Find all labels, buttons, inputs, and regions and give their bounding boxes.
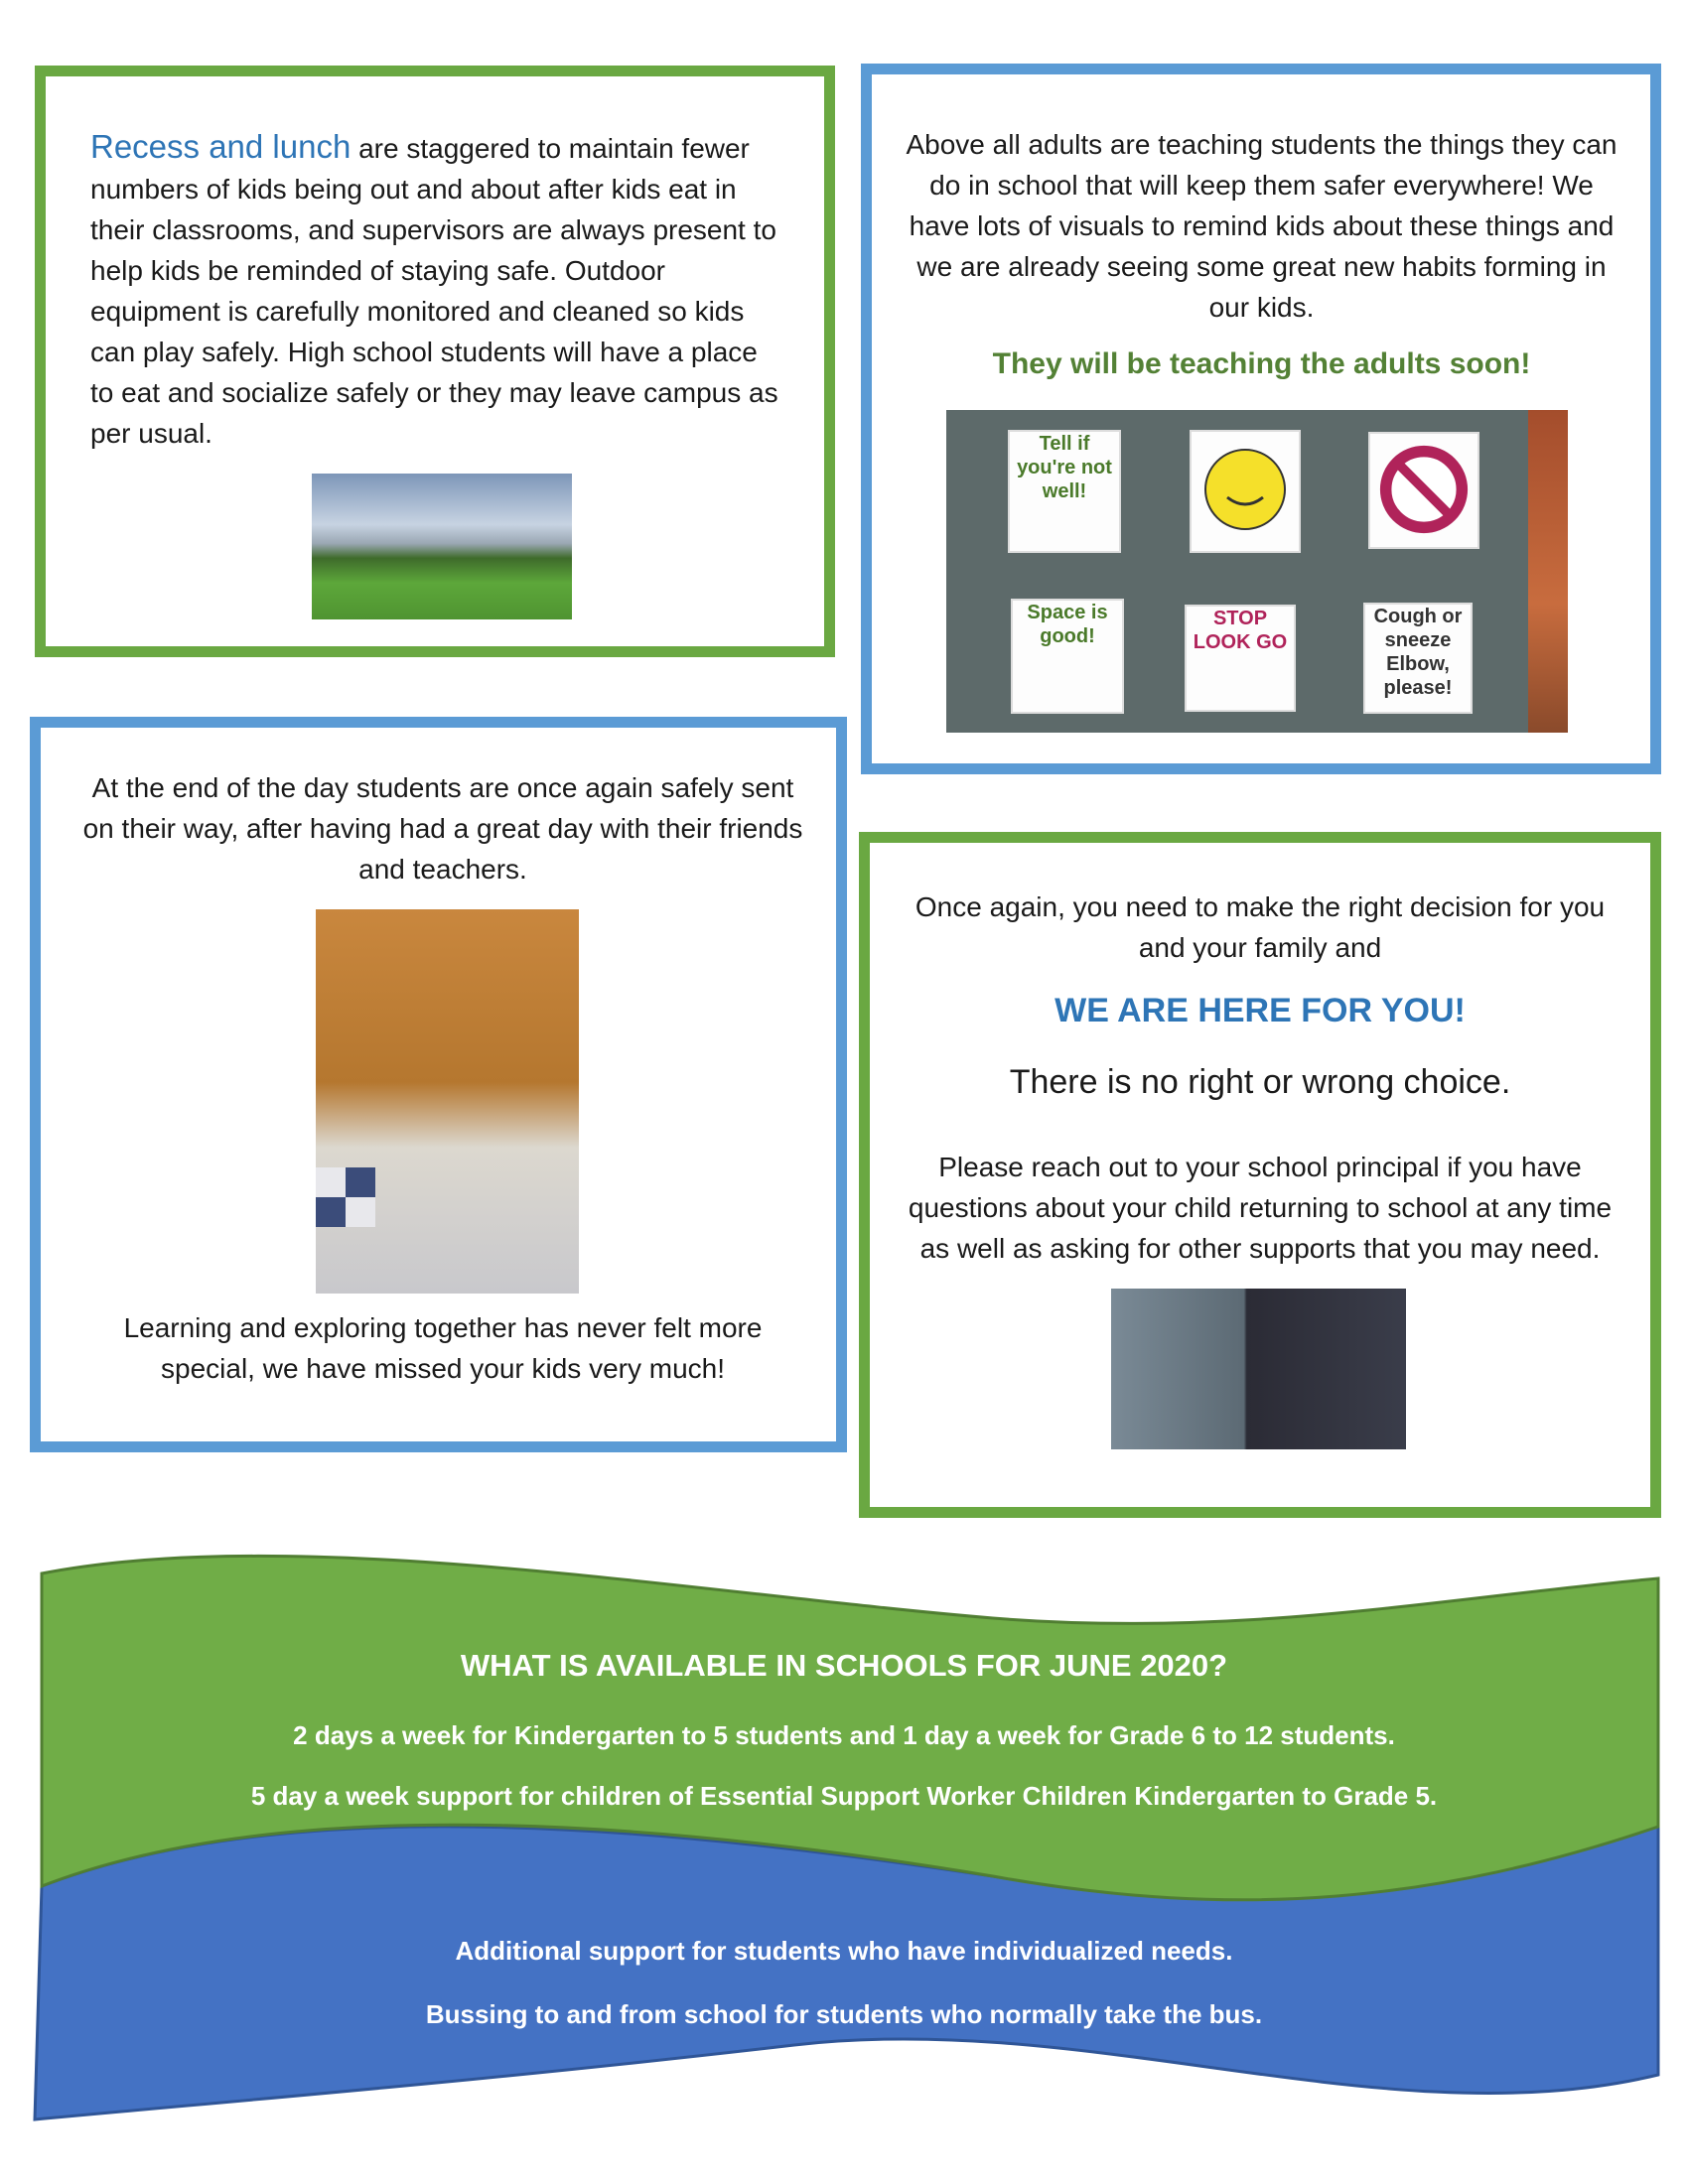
here-for-you-heading: WE ARE HERE FOR YOU! [1055,992,1466,1029]
recess-body: are staggered to maintain fewer numbers of kids being out and about after kids eat in their classrooms, and supervisors are always present to help kids be reminded of staying safe. Outdoor equipment is carefully monitored and cleaned so kids can play safely. High school students will have a place to eat and socialize safely or they may leave campus as per usual. [90,133,778,449]
available-item: Bussing to and from school for students who normally take the bus. [425,1999,1263,2029]
available-item: 5 day a week support for children of Essential Support Worker Children Kindergarten to Grade 5. [250,1781,1438,1811]
no-right-wrong-text: There is no right or wrong choice. [1009,1063,1511,1101]
poster-cough-elbow: Cough or sneeze Elbow, please! [1363,603,1473,714]
poster-no-handshake [1368,432,1479,549]
adults-box [861,64,1661,774]
recess-paragraph [90,126,785,454]
available-title: WHAT IS AVAILABLE IN SCHOOLS FOR JUNE 2020? [460,1648,1228,1683]
recess-box [35,66,835,657]
playground-photo [312,474,572,619]
principal-paragraph: Please reach out to your school principal if you have questions about your child returning to school at any time as well as asking for other supports that you may need. [908,1152,1613,1264]
hallway-kids-photo [316,909,579,1294]
decision-paragraph: Once again, you need to make the right decision for you and your family and [914,891,1606,963]
adults-paragraph: Above all adults are teaching students the things they can do in school that will keep them safer everywhere! We have lots of visuals to remind kids about these things and we are already seeing some great new habits forming in our kids. [906,129,1618,323]
students-working-photo [1111,1289,1406,1449]
wall-stripe [1528,410,1568,733]
available-item: Additional support for students who have individualized needs. [455,1936,1233,1966]
end-of-day-box [30,717,847,1452]
posters-board-photo [946,410,1568,733]
wave-banner [0,1544,1688,2139]
poster-smiley [1190,430,1301,553]
end-of-day-paragraph: At the end of the day students are once again safely sent on their way, after having had a great day with their friends and teachers. [82,772,803,885]
learning-paragraph: Learning and exploring together has never felt more special, we have missed your kids very much! [123,1312,763,1384]
no-handshake-icon [1378,444,1470,535]
decision-box [859,832,1661,1518]
available-item: 2 days a week for Kindergarten to 5 students and 1 day a week for Grade 6 to 12 students. [293,1720,1395,1750]
adults-highlight: They will be teaching the adults soon! [992,347,1531,380]
poster-space-is-good: Space is good! [1011,599,1124,714]
poster-stop-look-go: STOP LOOK GO [1185,605,1296,712]
recess-lead: Recess and lunch [90,128,352,165]
poster-tell-if-unwell: Tell if you're not well! [1008,430,1121,553]
smiley-icon [1197,442,1293,537]
